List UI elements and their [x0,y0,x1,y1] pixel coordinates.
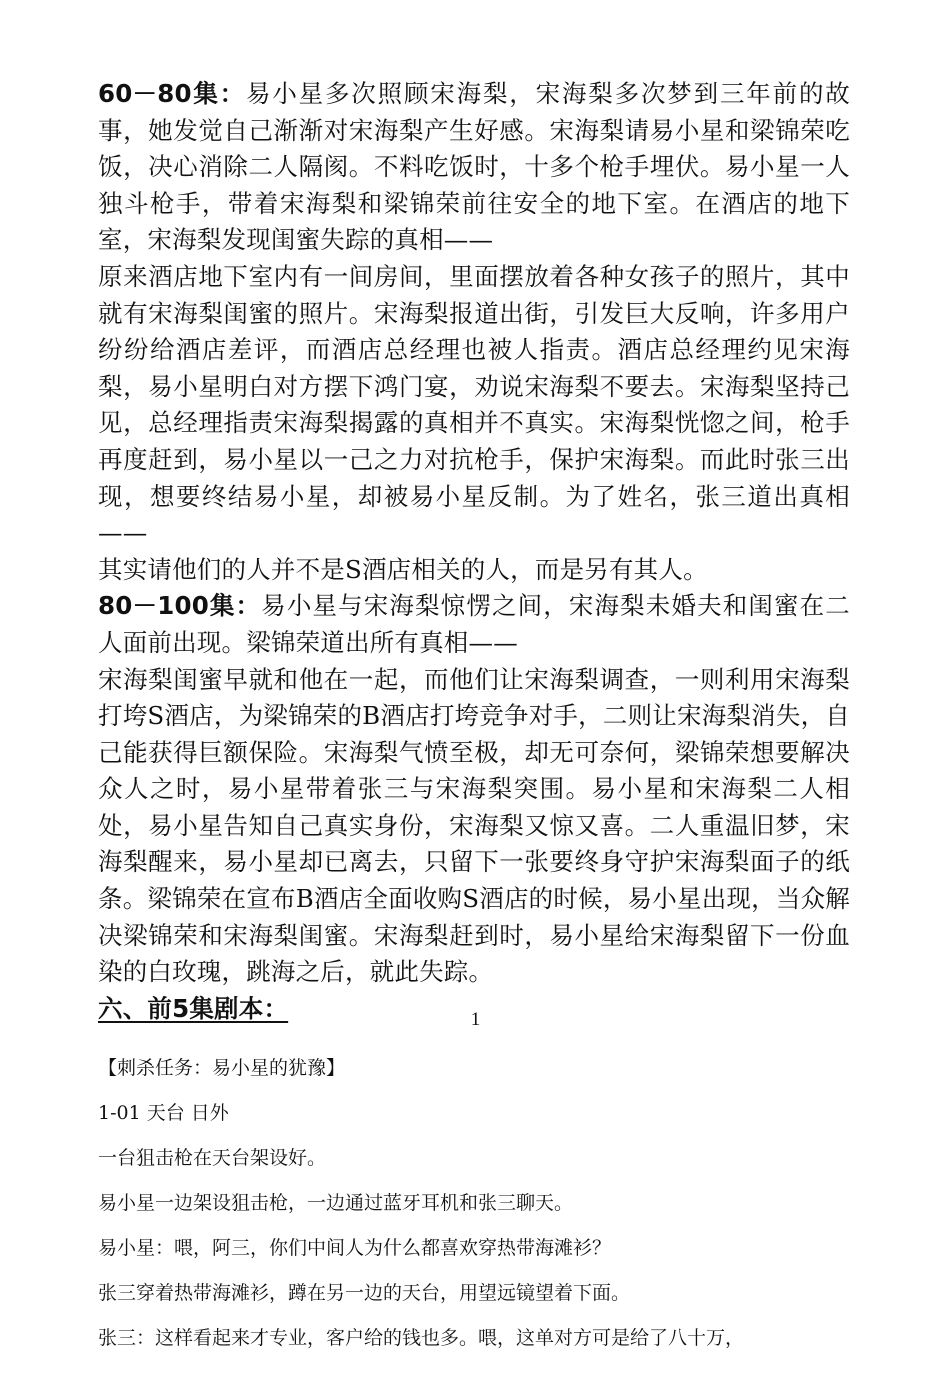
section-heading: 六、前5集剧本： [98,993,289,1023]
episode-80-100-paragraph [98,588,850,661]
script-line: 易小星：喂，阿三，你们中间人为什么都喜欢穿热带海滩衫？ [98,1237,612,1259]
scene-title: 【刺杀任务：易小星的犹豫】 [98,1057,346,1079]
synopsis-section [98,76,850,1027]
script-line: 张三穿着热带海滩衫，蹲在另一边的天台，用望远镜望着下面。 [98,1282,631,1304]
script-line: 易小星一边架设狙击枪，一边通过蓝牙耳机和张三聊天。 [98,1192,574,1214]
episode-60-80-text: 易小星多次照顾宋海梨，宋海梨多次梦到三年前的故事，她发觉自己渐渐对宋海梨产生好感。宋海梨请易小星和梁锦荣吃饭，决心消除二人隔阂。不料吃饭时，十多个枪手埋伏。易小星一人独斗枪手，带着宋海梨和梁锦荣前往安全的地下室。在酒店的地下室，宋海梨发现闺蜜失踪的真相—— [98,79,850,255]
page-number: 1 [470,1009,481,1030]
episode-80-100-text: 易小星与宋海梨惊愣之间，宋海梨未婚夫和闺蜜在二人面前出现。梁锦荣道出所有真相—— [98,591,850,657]
episode-60-80-paragraph [98,76,850,259]
final-truth-paragraph: 宋海梨闺蜜早就和他在一起，而他们让宋海梨调查，一则利用宋海梨打垮S酒店，为梁锦荣的B酒店打垮竞争对手，二则让宋海梨消失，自己能获得巨额保险。宋海梨气愤至极，却无可奈何，梁锦荣想要解决众人之时，易小星带着张三与宋海梨突围。易小星和宋海梨二人相处，易小星告知自己真实身份，宋海梨又惊又喜。二人重温旧梦，宋海梨醒来，易小星却已离去，只留下一张要终身守护宋海梨面子的纸条。梁锦荣在宣布B酒店全面收购S酒店的时候，易小星出现，当众解决梁锦荣和宋海梨闺蜜。宋海梨赶到时，易小星给宋海梨留下一份血染的白玫瑰，跳海之后，就此失踪。 [98,664,850,987]
episode-60-80-label: 60－80集： [98,79,246,108]
script-line: 一台狙击枪在天台架设好。 [98,1147,327,1169]
hotel-basement-paragraph: 原来酒店地下室内有一间房间，里面摆放着各种女孩子的照片，其中就有宋海梨闺蜜的照片。宋海梨报道出街，引发巨大反响，许多用户纷纷给酒店差评，而酒店总经理也被人指责。酒店总经理约见宋海梨，易小星明白对方摆下鸿门宴，劝说宋海梨不要去。宋海梨坚持己见，总经理指责宋海梨揭露的真相并不真实。宋海梨恍惚之间，枪手再度赶到，易小星以一己之力对抗枪手，保护宋海梨。而此时张三出现，想要终结易小星，却被易小星反制。为了姓名，张三道出真相—— [98,261,850,548]
episode-80-100-label: 80－100集： [98,591,262,621]
hidden-employer-paragraph: 其实请他们的人并不是S酒店相关的人，而是另有其人。 [98,554,708,584]
script-section [98,1046,858,1361]
script-line: 张三：这样看起来才专业，客户给的钱也多。喂，这单对方可是给了八十万， [98,1327,745,1349]
scene-heading: 1-01 天台 日外 [98,1102,229,1124]
